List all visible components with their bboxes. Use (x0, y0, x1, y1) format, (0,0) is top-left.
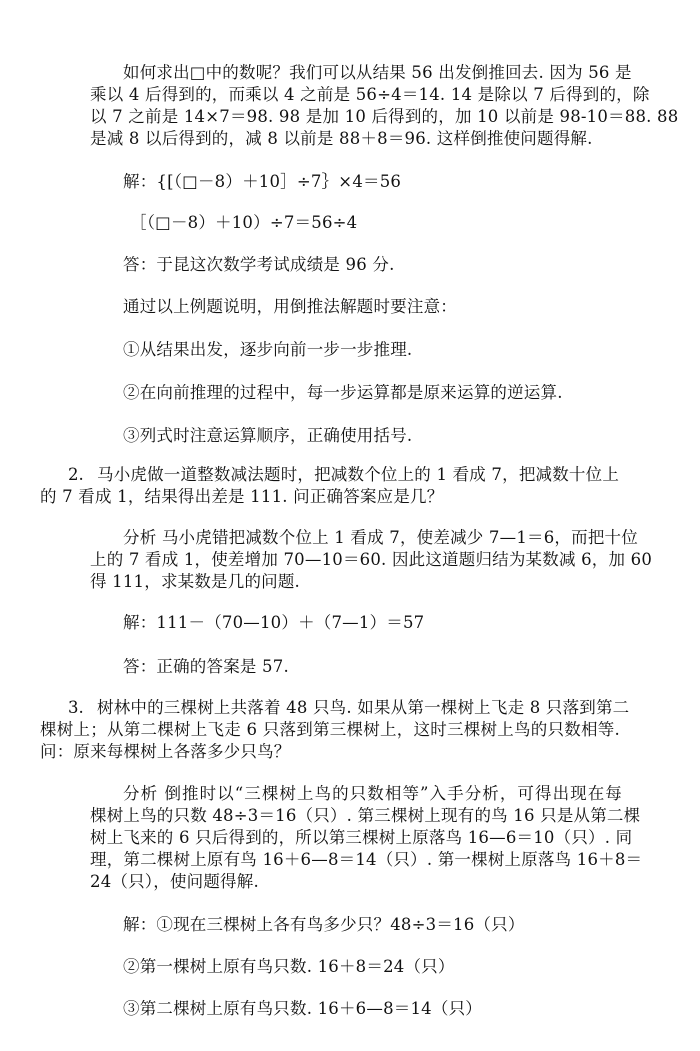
analysis-line: 理，第二棵树上原有鸟 16＋6—8＝14（只）. 第一棵树上原落鸟 16＋8＝ (90, 850, 643, 869)
note-item: ②在向前推理的过程中，每一步运算都是原来运算的逆运算. (123, 383, 563, 402)
solution-step: 解：①现在三棵树上各有鸟多少只？48÷3＝16（只） (123, 915, 525, 934)
paragraph-line: 乘以 4 后得到的，而乘以 4 之前是 56÷4＝14. 14 是除以 7 后得到的，除 (90, 85, 650, 104)
notes-intro: 通过以上例题说明，用倒推法解题时要注意： (123, 297, 457, 316)
solution-equation: 解：{[（□－8）＋10］÷7｝×4＝56 (123, 172, 402, 191)
analysis-line: 分析 马小虎错把减数个位上 1 看成 7，使差减少 7—1＝6，而把十位 (123, 528, 638, 547)
note-item: ①从结果出发，逐步向前一步一步推理. (123, 340, 413, 359)
analysis-line: 得 111，求某数是几的问题. (90, 572, 300, 591)
problem-number: 2. (68, 465, 84, 484)
analysis-line: 树上飞来的 6 只后得到的，所以第三棵树上原落鸟 16—6＝10（只）. 同 (90, 828, 633, 847)
analysis-line: 分析 倒推时以“三棵树上鸟的只数相等”入手分析，可得出现在每 (123, 784, 622, 803)
question-line: 棵树上；从第二棵树上飞走 6 只落到第三棵树上，这时三棵树上鸟的只数相等. (40, 720, 620, 739)
analysis-line: 棵树上鸟的只数 48÷3＝16（只）. 第三棵树上现有的鸟 16 只是从第二棵 (90, 806, 641, 825)
question-line: 马小虎做一道整数减法题时，把减数个位上的 1 看成 7，把减数十位上 (97, 465, 620, 484)
problem-number: 3. (68, 698, 84, 717)
analysis-line: 上的 7 看成 1，使差增加 70—10＝60. 因此这道题归结为某数减 6，加 60 (90, 550, 653, 569)
question-line: 树林中的三棵树上共落着 48 只鸟. 如果从第一棵树上飞走 8 只落到第二 (97, 698, 630, 717)
note-item: ③列式时注意运算顺序，正确使用括号. (123, 426, 413, 445)
question-line: 的 7 看成 1，结果得出差是 111. 问正确答案应是几？ (40, 487, 444, 506)
paragraph-line: 如何求出□中的数呢？我们可以从结果 56 出发倒推回去. 因为 56 是 (123, 63, 632, 82)
paragraph-line: 是减 8 以后得到的，减 8 以前是 88＋8＝96. 这样倒推使问题得解. (90, 129, 593, 148)
solution-equation: ［（□－8）＋10）÷7＝56÷4 (130, 213, 358, 232)
question-line: 问：原来每棵树上各落多少只鸟？ (40, 742, 291, 761)
solution-step: ②第一棵树上原有鸟只数. 16＋8＝24（只） (123, 957, 455, 976)
answer-line: 答：正确的答案是 57. (123, 657, 289, 676)
answer-line: 答：于昆这次数学考试成绩是 96 分. (123, 255, 395, 274)
solution-equation: 解：111－（70—10）＋（7—1）＝57 (123, 613, 425, 632)
solution-step: ③第二棵树上原有鸟只数. 16＋6—8＝14（只） (123, 999, 482, 1018)
analysis-line: 24（只），使问题得解. (90, 872, 259, 891)
paragraph-line: 以 7 之前是 14×7＝98. 98 是加 10 后得到的，加 10 以前是 98-10＝88. 88 (90, 107, 679, 126)
